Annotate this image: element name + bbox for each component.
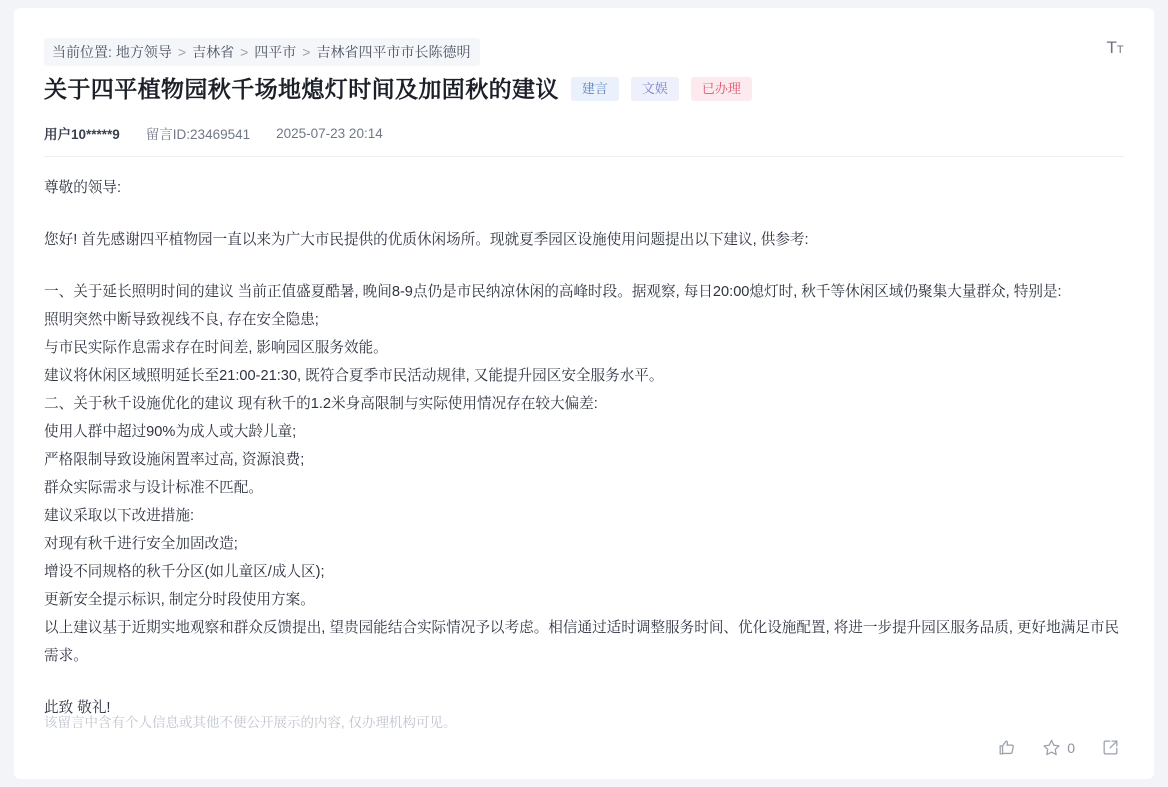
breadcrumb-label: 当前位置: [52, 44, 112, 60]
paragraph: 一、关于延长照明时间的建议 当前正值盛夏酷暑, 晚间8-9点仍是市民纳凉休闲的高峰时段。据观察, 每日20:00熄灯时, 秋千等休闲区域仍聚集大量群众, 特别是: [44, 284, 1062, 300]
message-meta [44, 123, 383, 143]
thumbs-up-icon [997, 738, 1016, 757]
breadcrumb-item-1[interactable]: 吉林省 [192, 44, 235, 60]
paragraph: 与市民实际作息需求存在时间差, 影响园区服务效能。 [44, 340, 388, 356]
paragraph: 尊敬的领导: [44, 180, 122, 196]
privacy-notice: 该留言中含有个人信息或其他不便公开展示的内容, 仅办理机构可见。 [44, 715, 457, 730]
header-divider [44, 156, 1124, 157]
paragraph: 使用人群中超过90%为成人或大龄儿童; [44, 424, 297, 440]
meta-user: 用户10*****9 [44, 127, 120, 142]
message-body [44, 174, 1129, 722]
breadcrumb-item-0[interactable]: 地方领导 [115, 44, 172, 60]
star-icon [1042, 738, 1061, 757]
breadcrumb-separator: > [240, 44, 249, 60]
share-button[interactable] [1101, 738, 1120, 757]
paragraph: 更新安全提示标识, 制定分时段使用方案。 [44, 592, 315, 608]
meta-message-id: 留言ID:23469541 [145, 127, 251, 142]
favorite-button[interactable] [1042, 738, 1075, 757]
paragraph: 对现有秋千进行安全加固改造; [44, 536, 238, 552]
breadcrumb-separator: > [177, 44, 187, 60]
paragraph: 建议将休闲区域照明延长至21:00-21:30, 既符合夏季市民活动规律, 又能提升园区安全服务水平。 [44, 368, 664, 384]
breadcrumb-item-2[interactable]: 四平市 [254, 44, 297, 60]
paragraph: 群众实际需求与设计标准不匹配。 [44, 480, 263, 496]
favorite-count: 0 [1067, 739, 1075, 756]
paragraph: 建议采取以下改进措施: [44, 508, 194, 524]
breadcrumb [44, 38, 480, 66]
status-badge-state: 已办理 [691, 77, 752, 101]
breadcrumb-separator: > [302, 44, 311, 60]
footer-actions [997, 738, 1120, 757]
paragraph: 以上建议基于近期实地观察和群众反馈提出, 望贵园能结合实际情况予以考虑。相信通过适时调整服务时间、优化设施配置, 将进一步提升园区服务品质, 更好地满足市民需求。 [44, 620, 1120, 664]
paragraph: 增设不同规格的秋千分区(如儿童区/成人区); [44, 564, 325, 580]
share-icon [1101, 738, 1120, 757]
like-button[interactable] [997, 738, 1016, 757]
paragraph-closing: 此致 敬礼! [44, 700, 111, 716]
paragraph: 您好! 首先感谢四平植物园一直以来为广大市民提供的优质休闲场所。现就夏季园区设施使用问题提出以下建议, 供参考: [44, 232, 809, 248]
message-card [14, 8, 1154, 779]
paragraph: 照明突然中断导致视线不良, 存在安全隐患; [44, 312, 319, 328]
title-row [44, 72, 1114, 106]
breadcrumb-item-3[interactable]: 吉林省四平市市长陈德明 [316, 44, 471, 60]
page-title: 关于四平植物园秋千场地熄灯时间及加固秋的建议 [44, 76, 559, 102]
status-badge-topic: 文娱 [631, 77, 679, 101]
status-badge-category: 建言 [571, 77, 619, 101]
paragraph: 严格限制导致设施闲置率过高, 资源浪费; [44, 452, 305, 468]
meta-datetime: 2025-07-23 20:14 [276, 125, 383, 141]
text-size-icon[interactable]: TT [1106, 38, 1124, 57]
paragraph: 二、关于秋千设施优化的建议 现有秋千的1.2米身高限制与实际使用情况存在较大偏差: [44, 396, 598, 412]
